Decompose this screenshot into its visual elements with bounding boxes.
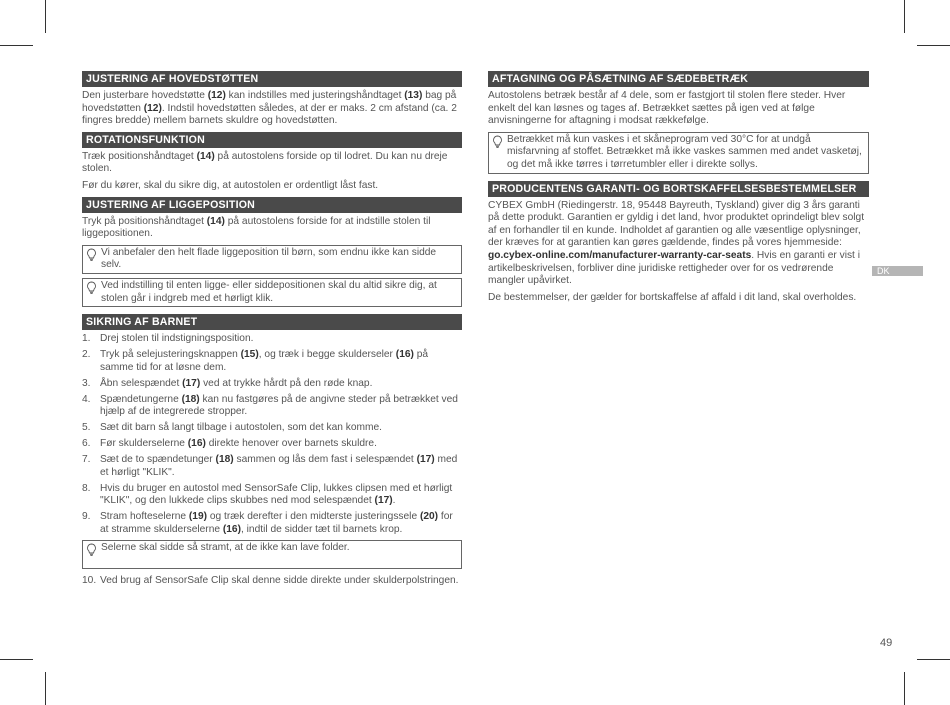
- crop-mark: [917, 45, 950, 46]
- crop-mark: [917, 659, 950, 660]
- note-box: [82, 540, 462, 569]
- lightbulb-icon: [86, 281, 97, 295]
- paragraph: CYBEX GmbH (Riedingerstr. 18, 95448 Bayreuth, Tyskland) giver dig 3 års garanti på dette produkt. Garantien er gyldig i det land, hvor produktet oprindeligt blev solgt af en forhandler til en kunde. Indholdet af garantien og alle væsentlige oplysninger, der kræves for at garantien kan gøres gældende, findes på vores hjemmeside: go.cybex-online.com/manufacturer-warranty-car-seats. Hvis en garanti er vist i artikelbeskrivelsen, forbliver dine juridiske rettigheder over for os vedrørende mangler upåvirket.: [488, 199, 865, 287]
- warranty-link[interactable]: go.cybex-online.com/manufacturer-warranty-car-seats: [488, 249, 752, 261]
- list-item: 3. Åbn selespændet (17) ved at trykke hårdt på den røde knap.: [82, 377, 373, 389]
- section-heading: AFTAGNING OG PÅSÆTNING AF SÆDEBETRÆK: [488, 71, 869, 87]
- section-heading: PRODUCENTENS GARANTI- OG BORTSKAFFELSESBESTEMMELSER: [488, 181, 869, 197]
- crop-mark: [0, 659, 33, 660]
- crop-mark: [0, 45, 33, 46]
- crop-mark: [45, 0, 46, 33]
- list-item: 6. Før skulderselerne (16) direkte henover over barnets skuldre.: [82, 438, 377, 450]
- crop-mark: [45, 672, 46, 705]
- list-item: 9. Stram hofteselerne (19) og træk derefter i den midterste justeringssele (20) for at stramme skulderselerne (16), indtil de sidder tæt til barnets krop.: [82, 511, 453, 535]
- list-item: 7. Sæt de to spændetunger (18) sammen og lås dem fast i selespændet (17) med et hørligt "KLIK".: [82, 454, 458, 478]
- right-column: [488, 71, 869, 308]
- paragraph: Tryk på positionshåndtaget (14) på autostolens forside for at indstille stolen til liggepositionen.: [82, 215, 431, 240]
- list-item: 8. Hvis du bruger en autostol med SensorSafe Clip, lukkes clipsen med et hørligt "KLIK", og den lukkede clips skubbes ned mod selespændet (17).: [82, 482, 453, 507]
- crop-mark: [904, 672, 905, 705]
- language-tab: DK: [872, 266, 923, 276]
- list-item: 4. Spændetungerne (18) kan nu fastgøres på de angivne steder på betrækket ved hjælp af de integrerede stropper.: [82, 393, 458, 418]
- note-box: [488, 132, 869, 174]
- paragraph: Træk positionshåndtaget (14) på autostolens forside op til lodret. Du kan nu dreje stolen.: [82, 150, 448, 175]
- lightbulb-icon: [492, 135, 503, 149]
- page-number: 49: [880, 637, 893, 649]
- section-heading: JUSTERING AF HOVEDSTØTTEN: [82, 71, 462, 87]
- paragraph: Den justerbare hovedstøtte (12) kan indstilles med justeringshåndtaget (13) bag på hovedstøtten (12). Indstil hovedstøtten således, at der er maks. 2 cm afstand (ca. 2 fingres bredde) mellem barnets skuldre og hovedstøtten.: [82, 90, 457, 127]
- list-item: 2. Tryk på selejusteringsknappen (15), og træk i begge skulderseler (16) på samme tid for at løsne dem.: [82, 349, 429, 373]
- note-text: Selerne skal sidde så stramt, at de ikke kan lave folder.: [101, 541, 350, 553]
- steps-list: [82, 575, 462, 588]
- list-item: 5. Sæt dit barn så langt tilbage i autostolen, som det kan komme.: [82, 422, 383, 434]
- list-item: 1. Drej stolen til indstigningsposition.: [82, 333, 254, 345]
- paragraph: Før du kører, skal du sikre dig, at autostolen er ordentligt låst fast.: [82, 179, 379, 191]
- lightbulb-icon: [86, 543, 97, 557]
- crop-mark: [904, 0, 905, 33]
- note-text: Vi anbefaler den helt flade liggeposition til børn, som endnu ikke kan sidde selv.: [101, 246, 437, 271]
- left-column: [82, 71, 462, 591]
- note-text: Ved indstilling til enten ligge- eller siddepositionen skal du altid sikre dig, at stolen går i indgreb med et hørligt klik.: [101, 279, 437, 304]
- paragraph: De bestemmelser, der gælder for bortskaffelse af affald i dit land, skal overholdes.: [488, 291, 857, 303]
- note-box: [82, 245, 462, 274]
- section-heading: ROTATIONSFUNKTION: [82, 132, 462, 148]
- section-heading: JUSTERING AF LIGGEPOSITION: [82, 197, 462, 213]
- section-heading: SIKRING AF BARNET: [82, 314, 462, 330]
- list-item: 10. Ved brug af SensorSafe Clip skal denne sidde direkte under skulderpolstringen.: [82, 574, 459, 586]
- steps-list: [82, 333, 462, 536]
- note-box: [82, 278, 462, 307]
- lightbulb-icon: [86, 248, 97, 262]
- note-text: Betrækket må kun vaskes i et skåneprogram ved 30°C for at undgå misfarvning af stoffet. Betrækket må ikke vaskes sammen med andet vasketøj, og det må ikke tørres i tørretumbler eller i direkte sollys.: [507, 133, 862, 170]
- paragraph: Autostolens betræk består af 4 dele, som er fastgjort til stolen flere steder. Hver enkelt del kan løsnes og tages af. Betrækket sættes på igen ved at følge anvisningerne for aftagning i modsat rækkefølge.: [488, 90, 846, 127]
